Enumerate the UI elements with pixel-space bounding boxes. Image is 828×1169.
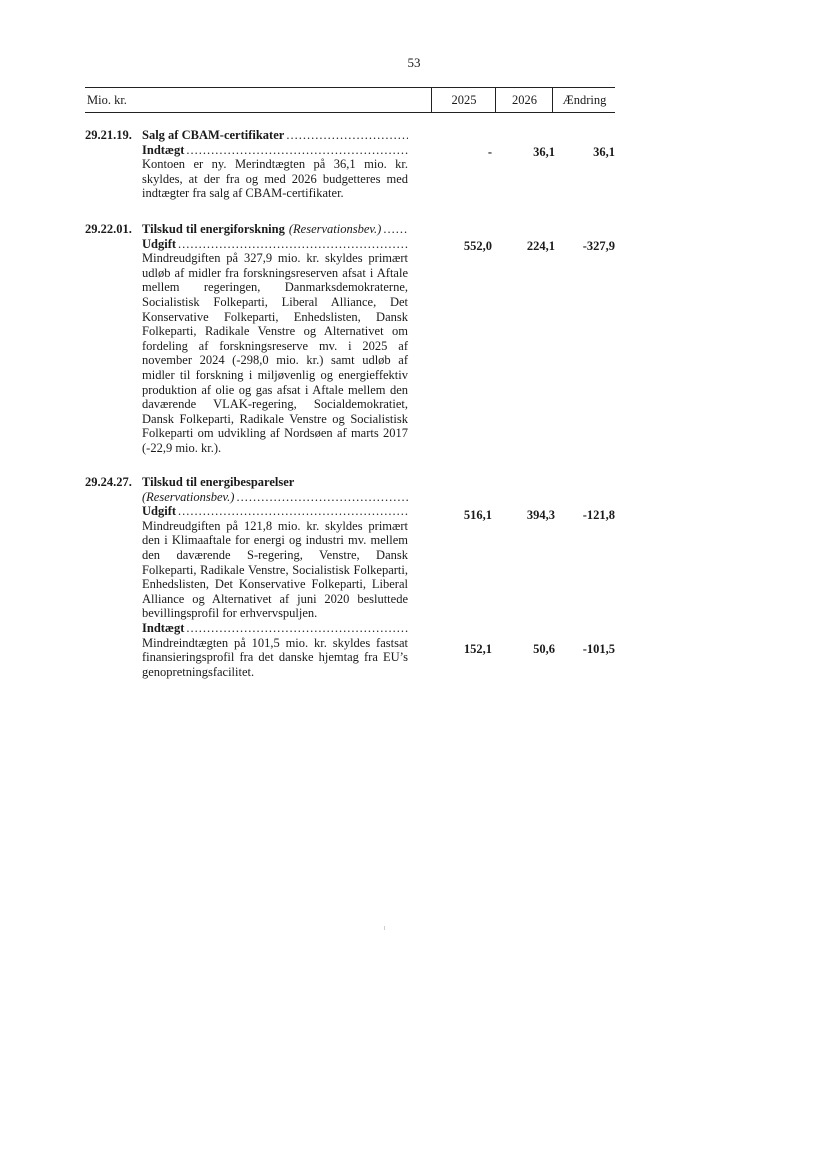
item-label: Indtægt [142, 142, 185, 157]
dot-leader [178, 237, 408, 252]
table-header [85, 87, 615, 113]
account-code: 29.24.27. [85, 475, 132, 489]
page-number: 53 [407, 55, 421, 70]
dot-leader [186, 143, 408, 158]
item-label: Udgift [142, 504, 177, 519]
entry-item [142, 621, 408, 679]
item-explanation: Mindreudgiften på 121,8 mio. kr. skyldes primært den i Klimaaftale for energi og industri mv. mellem den daværende S-regering, Venstre, Dansk Folkeparti, Radikale Venstre, Socialistisk Folkeparti, Enhedslisten, Det Konservative Folkeparti, Liberal Alliance og Alternativet af juni 2020 besluttede bevillingsprofil for erhvervspuljen. [142, 518, 408, 621]
entry-item [142, 143, 408, 201]
entry-item [142, 504, 408, 621]
value-change: 36,1 [593, 145, 615, 159]
item-label-line [142, 237, 408, 252]
value-2026: 224,1 [526, 239, 555, 253]
dot-leader [286, 128, 408, 143]
value-change: -121,8 [582, 508, 615, 522]
item-explanation: Mindreindtægten på 101,5 mio. kr. skyldes fastsat finansieringsprofil fra det danske hjemtag fra EU’s genopretningsfacilitet. [142, 635, 408, 679]
item-label-line [142, 143, 408, 158]
item-label: Udgift [142, 236, 177, 251]
entry-title [142, 128, 408, 143]
entry-title-text: Salg af CBAM-certifikater [142, 128, 285, 142]
item-explanation: Mindreudgiften på 327,9 mio. kr. skyldes primært udløb af midler fra forskningsreserven afsat i Aftale mellem regeringen, Danmarksdemokraterne, Socialistisk Folkeparti, Liberal Alliance, Det Konservative Folkeparti, Enhedslisten, Dansk Folkeparti, Radikale Venstre og Alternativet om fordeling af forskningsreserve mv. i 2025 af november 2024 (-298,0 mio. kr.) samt udløb af midler til forskning i miljøvenlig og energieffektiv produktion af olie og gas afsat i Aftale mellem den daværende VLAK-regering, Socialdemokratiet, Dansk Folkeparti, Radikale Venstre og Socialistisk Folkeparti om udvikling af Nordsøen af marts 2017 (-22,9 mio. kr.). [142, 251, 408, 455]
item-explanation: Kontoen er ny. Merindtægten på 36,1 mio. kr. skyldes, at der fra og med 2026 budgetteres med indtægter fra salg af CBAM-certifikater. [142, 157, 408, 201]
value-2025: 152,1 [463, 642, 492, 656]
entry-title-text: Tilskud til energiforskning [142, 222, 285, 236]
entry-title-note: (Reservationsbev.) [288, 222, 382, 236]
scan-mark [384, 926, 385, 930]
column-change: Ændring [552, 88, 616, 112]
entry-item [142, 237, 408, 456]
value-2026: 36,1 [533, 145, 555, 159]
column-2026: 2026 [495, 88, 553, 112]
entry-title: Tilskud til energibesparelser [142, 475, 295, 489]
value-2026: 50,6 [533, 642, 555, 656]
value-2025: - [487, 145, 492, 159]
unit-label: Mio. kr. [87, 93, 127, 107]
value-change: -101,5 [582, 642, 615, 656]
entry-title-note: (Reservationsbev.) [142, 489, 235, 504]
item-label: Indtægt [142, 620, 185, 635]
value-2025: 516,1 [463, 508, 492, 522]
item-label-line [142, 621, 408, 636]
account-code: 29.21.19. [85, 128, 132, 142]
dot-leader [383, 222, 408, 237]
entry-body [142, 475, 408, 679]
entry-title [142, 222, 408, 237]
column-2025: 2025 [431, 88, 496, 112]
entry-body [142, 128, 408, 201]
entry-title-note-line [142, 490, 408, 505]
value-2025: 552,0 [463, 239, 492, 253]
value-2026: 394,3 [526, 508, 555, 522]
dot-leader [186, 621, 408, 636]
dot-leader [236, 490, 408, 505]
entry-body [142, 222, 408, 456]
item-label-line [142, 504, 408, 519]
account-code: 29.22.01. [85, 222, 132, 236]
value-change: -327,9 [582, 239, 615, 253]
dot-leader [178, 504, 408, 519]
